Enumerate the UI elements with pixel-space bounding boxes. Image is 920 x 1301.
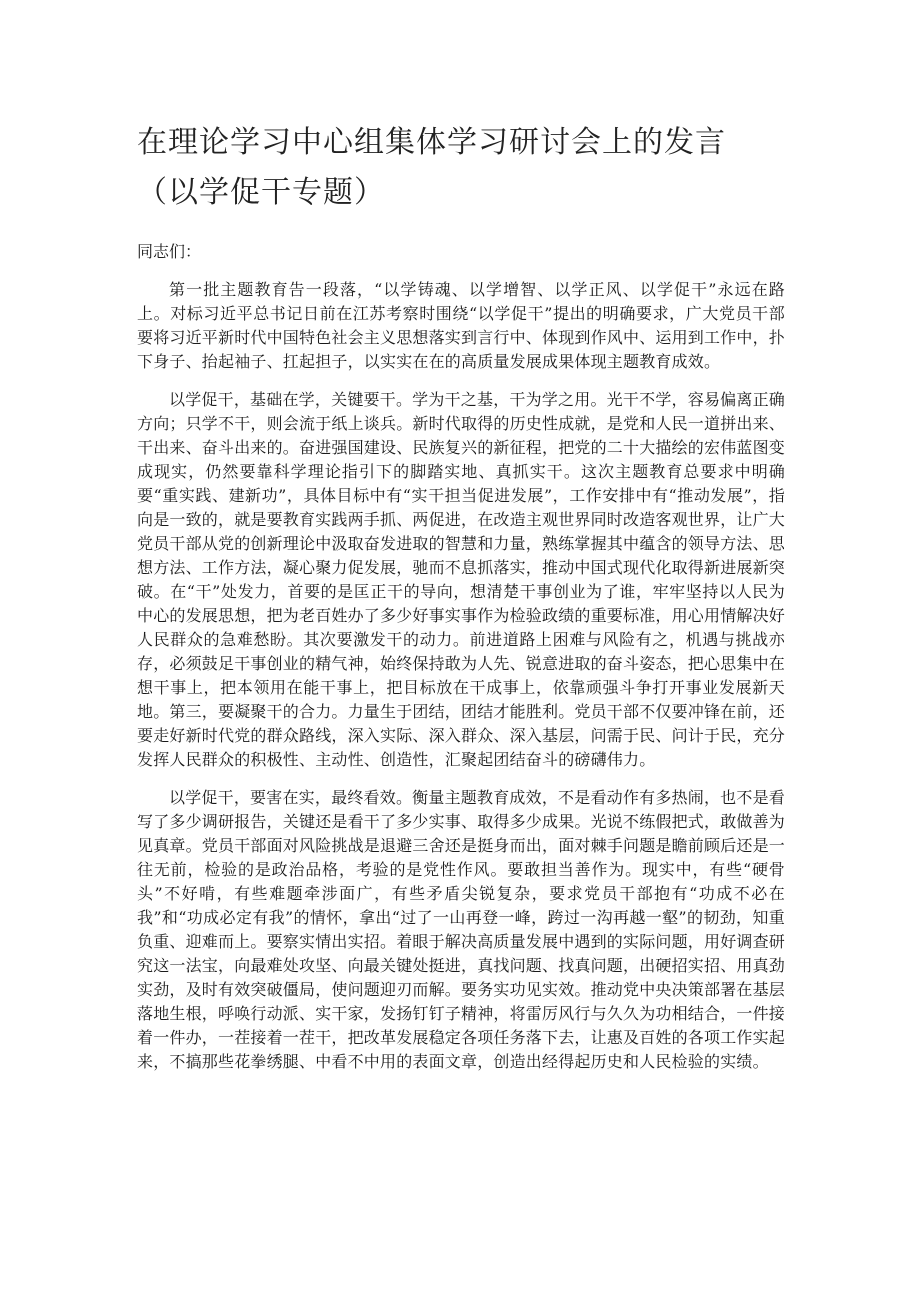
paragraph-1: 第一批主题教育告一段落，“以学铸魂、以学增智、以学正风、以学促干”永远在路上。对标习近平总书记日前在江苏考察时围绕“以学促干”提出的明确要求，广大党员干部要将习近平新时代中国特色社会主义思想落实到言行中、体现到作风中、运用到工作中，扑下身子、抬起袖子、扛起担子，以实实在在的高质量发展成果体现主题教育成效。 xyxy=(137,280,786,371)
paragraph-3: 以学促干，要害在实，最终看效。衡量主题教育成效，不是看动作有多热闹，也不是看写了多少调研报告，关键还是看干了多少实事、取得多少成果。光说不练假把式，敢做善为见真章。党员干部面对风险挑战是退避三舍还是挺身而出，面对棘手问题是瞻前顾后还是一往无前，检验的是政治品格，考验的是党性作风。要敢担当善作为。现实中，有些“硬骨头”不好啃，有些难题牵涉面广，有些矛盾尖锐复杂，要求党员干部抱有“功成不必在我”和“功成必定有我”的情怀，拿出“过了一山再登一峰，跨过一沟再越一壑”的韧劲，知重负重、迎难而上。要察实情出实招。着眼于解决高质量发展中遇到的实际问题，用好调查研究这一法宝，向最难处攻坚、向最关键处挺进，真找问题、找真问题，出硬招实招、用真劲实劲，及时有效突破僵局，使问题迎刃而解。要务实功见实效。推动党中央决策部署在基层落地生根，呼唤行动派、实干家，发扬钉钉子精神，将雷厉风行与久久为功相结合，一件接着一件办，一茬接着一茬干，把改革发展稳定各项任务落下去，让惠及百姓的各项工作实起来，不搞那些花拳绣腿、中看不中用的表面文章，创造出经得起历史和人民检验的实绩。 xyxy=(137,788,786,1071)
paragraph-2: 以学促干，基础在学，关键要干。学为干之基，干为学之用。光干不学，容易偏离正确方向；只学不干，则会流于纸上谈兵。新时代取得的历史性成就，是党和人民一道拼出来、干出来、奋斗出来的。奋进强国建设、民族复兴的新征程，把党的二十大描绘的宏伟蓝图变成现实，仍然要靠科学理论指引下的脚踏实地、真抓实干。这次主题教育总要求中明确要“重实践、建新功”，具体目标中有“实干担当促进发展”，工作安排中有“推动发展”，指向是一致的，就是要教育实践两手抓、两促进，在改造主观世界同时改造客观世界，让广大党员干部从党的创新理论中汲取奋发进取的智慧和力量，熟练掌握其中蕴含的领导方法、思想方法、工作方法，凝心聚力促发展，驰而不息抓落实，推动中国式现代化取得新进展新突破。在“干”处发力，首要的是匡正干的导向，想清楚干事创业为了谁，牢牢坚持以人民为中心的发展思想，把为老百姓办了多少好事实事作为检验政绩的重要标准，用心用情解决好人民群众的急难愁盼。其次要激发干的动力。前进道路上困难与风险有之，机遇与挑战亦存，必须鼓足干事创业的精气神，始终保持敢为人先、锐意进取的奋斗姿态，把心思集中在想干事上，把本领用在能干事上，把目标放在干成事上，依靠顽强斗争打开事业发展新天地。第三，要凝聚干的合力。力量生于团结，团结才能胜利。党员干部不仅要冲锋在前，还要走好新时代党的群众路线，深入实际、深入群众、深入基层，问需于民、问计于民，充分发挥人民群众的积极性、主动性、创造性，汇聚起团结奋斗的磅礴伟力。 xyxy=(137,390,786,769)
document-title: 在理论学习中心组集体学习研讨会上的发言（以学促干专题） xyxy=(137,125,726,210)
salutation: 同志们： xyxy=(137,242,202,261)
document-page xyxy=(137,118,785,1074)
